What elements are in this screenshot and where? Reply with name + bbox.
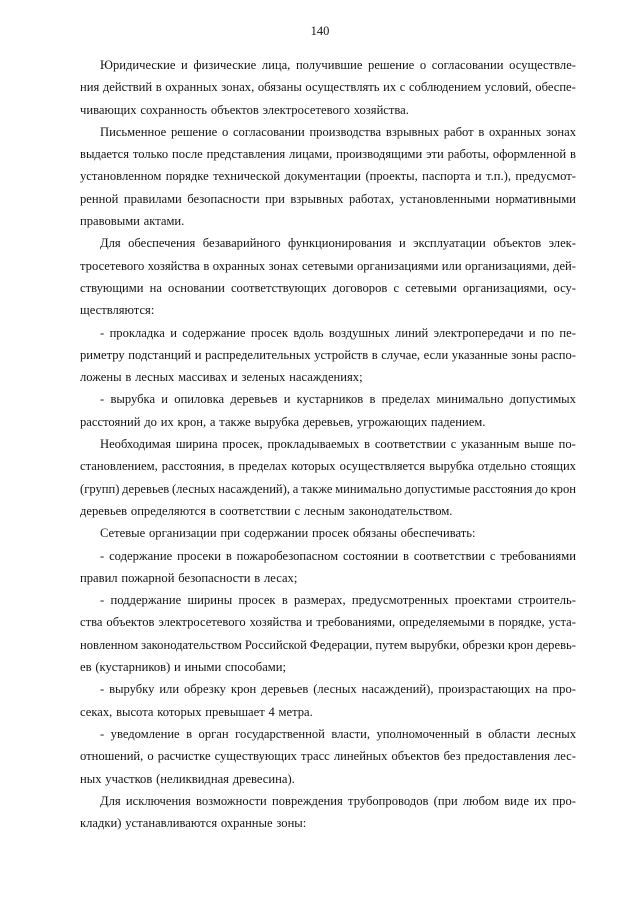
text-line: Письменное решение о согласовании производства взрывных работ в охранных зонах: [100, 124, 576, 139]
text-line: риметру подстанций и распределительных устройств в случае, если указанные зоны распо-: [80, 347, 576, 362]
text-line: - вырубку или обрезку крон деревьев (лесных насаждений), произрастающих на про-: [100, 682, 576, 697]
text-line: Для исключения возможности повреждения трубопроводов (при любом виде их про-: [100, 793, 576, 808]
text-line: - поддержание ширины просек в размерах, предусмотренных проектами строитель-: [100, 593, 576, 608]
text-line: - содержание просеки в пожаробезопасном состоянии в соответствии с требованиями: [100, 548, 576, 563]
text-line: ренной правилами безопасности при взрывных работах, установленными нормативными: [80, 191, 576, 206]
text-line: Необходимая ширина просек, прокладываемых в соответствии с указанным выше по-: [100, 437, 576, 452]
text-line: ных участков (неликвидная древесина).: [80, 771, 295, 786]
text-line: выдается только после представления лицами, производящими эти работы, оформленной в: [80, 147, 576, 162]
text-line: правил пожарной безопасности в лесах;: [80, 570, 298, 585]
text-line: секах, высота которых превышает 4 метра.: [80, 704, 313, 719]
text-line: ществляются:: [80, 303, 155, 318]
text-line: Сетевые организации при содержании просек обязаны обеспечивать:: [100, 526, 476, 541]
text-line: ложены в лесных массивах и зеленых насаждениях;: [80, 370, 363, 385]
text-line: ствующими на основании соответствующих договоров с сетевыми организациями, осу-: [80, 280, 576, 295]
text-line: ев (кустарников) и иными способами;: [80, 660, 287, 675]
text-line: чивающих сохранность объектов электросетевого хозяйства.: [80, 102, 409, 117]
text-line: - уведомление в орган государственной власти, уполномоченный в области лесных: [100, 726, 576, 741]
text-line: отношений, о расчистке существующих трасс линейных объектов без предоставления лес-: [80, 749, 576, 764]
text-line: - прокладка и содержание просек вдоль воздушных линий электропередачи и по пе-: [100, 325, 576, 340]
text-line: кладки) устанавливаются охранные зоны:: [80, 816, 307, 831]
text-line: новленном законодательством Российской Федерации, путем вырубки, обрезки крон деревь-: [80, 637, 576, 652]
text-line: ства объектов электросетевого хозяйства и требованиями, определяемыми в порядке, уста-: [80, 615, 576, 630]
text-line: расстояний до их крон, а также вырубка деревьев, угрожающих падением.: [80, 414, 486, 429]
text-line: становлением, расстояния, в пределах которых осуществляется вырубка отдельно стоящих: [80, 459, 576, 474]
text-line: тросетевого хозяйства в охранных зонах сетевыми организациями или организациями, дей-: [80, 258, 576, 273]
text-line: ния действий в охранных зонах, обязаны осуществлять их с соблюдением условий, обеспе-: [80, 80, 576, 95]
text-line: правовыми актами.: [80, 214, 185, 229]
page-number: 140: [310, 24, 330, 38]
page-body: [80, 54, 576, 834]
text-line: установленном порядке технической документации (проекты, паспорта и т.п.), предусмот-: [80, 169, 576, 184]
text-line: Юридические и физические лица, получившие решение о согласовании осуществле-: [100, 58, 576, 72]
text-line: деревьев определяются в соответствии с лесным законодательством.: [80, 503, 453, 518]
text-line: (групп) деревьев (лесных насаждений), а также минимально допустимые расстояния до крон: [80, 481, 576, 496]
text-line: - вырубка и опиловка деревьев и кустарников в пределах минимально допустимых: [100, 392, 576, 407]
text-line: Для обеспечения безаварийного функционирования и эксплуатации объектов элек-: [100, 236, 576, 251]
